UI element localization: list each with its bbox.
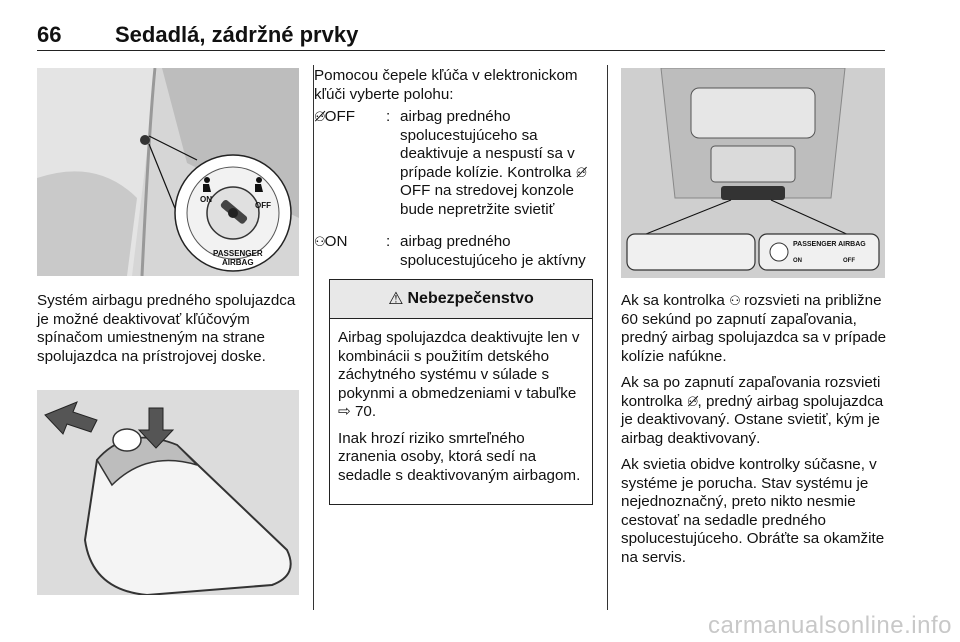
position-on-desc: airbag predného spolucestujúceho je aktívny [400,233,586,269]
switch-passenger-label: PASSENGER [213,249,263,258]
column-divider [607,65,608,610]
col3-text [621,292,887,575]
warning-paragraph-2: Inak hrozí riziko smrteľného zranenia osoby, ktorá sedí na sedadle s deaktivovaným airbagom. [338,429,581,484]
electronic-key-illustration [37,390,299,595]
col1-paragraph: Systém airbagu predného spolujazdca je možné deaktivovať kľúčovým spínačom umiestneným na strane spolujazdca na prístrojovej doske. [37,292,296,365]
warning-title: ⚠ Nebezpečenstvo [330,280,592,319]
watermark: carmanualsonline.info [708,612,952,639]
position-on-row: ⚇ON : airbag predného spolucestujúceho je aktívny [314,233,594,271]
console-passenger-airbag-label: PASSENGER AIRBAG [793,241,866,248]
warning-box [329,279,593,505]
position-off-label: ⚇̸OFF [314,108,356,125]
position-off-desc: airbag predného spolucestujúceho sa deaktivuje a nespustí sa v prípade kolízie. Kontrolka ⚇̸OFF na stredovej konzole bude nepretržite svietiť [400,108,587,218]
figure-overhead-console [621,68,885,278]
overhead-console-illustration [621,68,885,278]
page-number: 66 [37,22,62,47]
switch-off-label: OFF [255,201,271,210]
page-header [37,22,885,51]
col1-text [37,292,299,374]
col3-paragraph-3: Ak svietia obidve kontrolky súčasne, v systéme je porucha. Stav systému je nejednoznačný, preto nikto nesmie cestovať na sedadle predného spolucestujúceho. Obráťte sa okamžite na servis. [621,456,885,566]
page-reference-arrow-icon: ⇨ [338,403,355,420]
position-on-label: ⚇ON [314,233,348,250]
console-off-label: OFF [843,258,855,264]
col2-intro-text: Pomocou čepele kľúča v elektronickom kľúči vyberte polohu: [314,67,578,103]
airbag-seat-icon: ⚇ [729,293,740,308]
airbag-off-icon: ⚇̸ [314,109,325,124]
col3-paragraph-1: Ak sa kontrolka ⚇ rozsvieti na približne 60 sekúnd po zapnutí zapaľovania, predný airbag spolujazdca sa v prípade kolízie nafúkne. [621,292,887,365]
switch-airbag-label: AIRBAG [222,258,254,267]
airbag-off-icon: ⚇̸ [575,164,587,180]
warning-triangle-icon: ⚠ [388,289,404,308]
console-on-label: ON [793,258,802,264]
switch-on-label: ON [200,195,212,204]
col2-intro [314,67,594,112]
airbag-seat-icon: ⚇ [314,234,325,249]
page-reference[interactable]: 70. [354,403,377,420]
col3-paragraph-2: Ak sa po zapnutí zapaľovania rozsvieti kontrolka ⚇̸, predný airbag spolujazdca je deaktivovaný. Ostane svietiť, kým je airbag deaktivovaný. [621,374,884,447]
figure-electronic-key [37,390,299,595]
airbag-off-icon: ⚇̸ [686,393,698,409]
warning-paragraph-1: Airbag spolujazdca deaktivujte len v kombinácii s použitím detského záchytného systému v súlade s pokynmi a obmedzeniami v tabuľke ⇨ 70. [338,329,580,420]
position-off-row: ⚇̸OFF : airbag predného spolucestujúceho sa deaktivuje a nespustí sa v prípade kolízie. Kontrolka ⚇̸OFF na stredovej konzole bude nepretržite svietiť [314,108,594,224]
chapter-title: Sedadlá, zádržné prvky [115,22,359,47]
figure-airbag-key-switch [37,68,299,276]
key-switch-illustration [37,68,299,276]
warning-body [330,319,592,485]
